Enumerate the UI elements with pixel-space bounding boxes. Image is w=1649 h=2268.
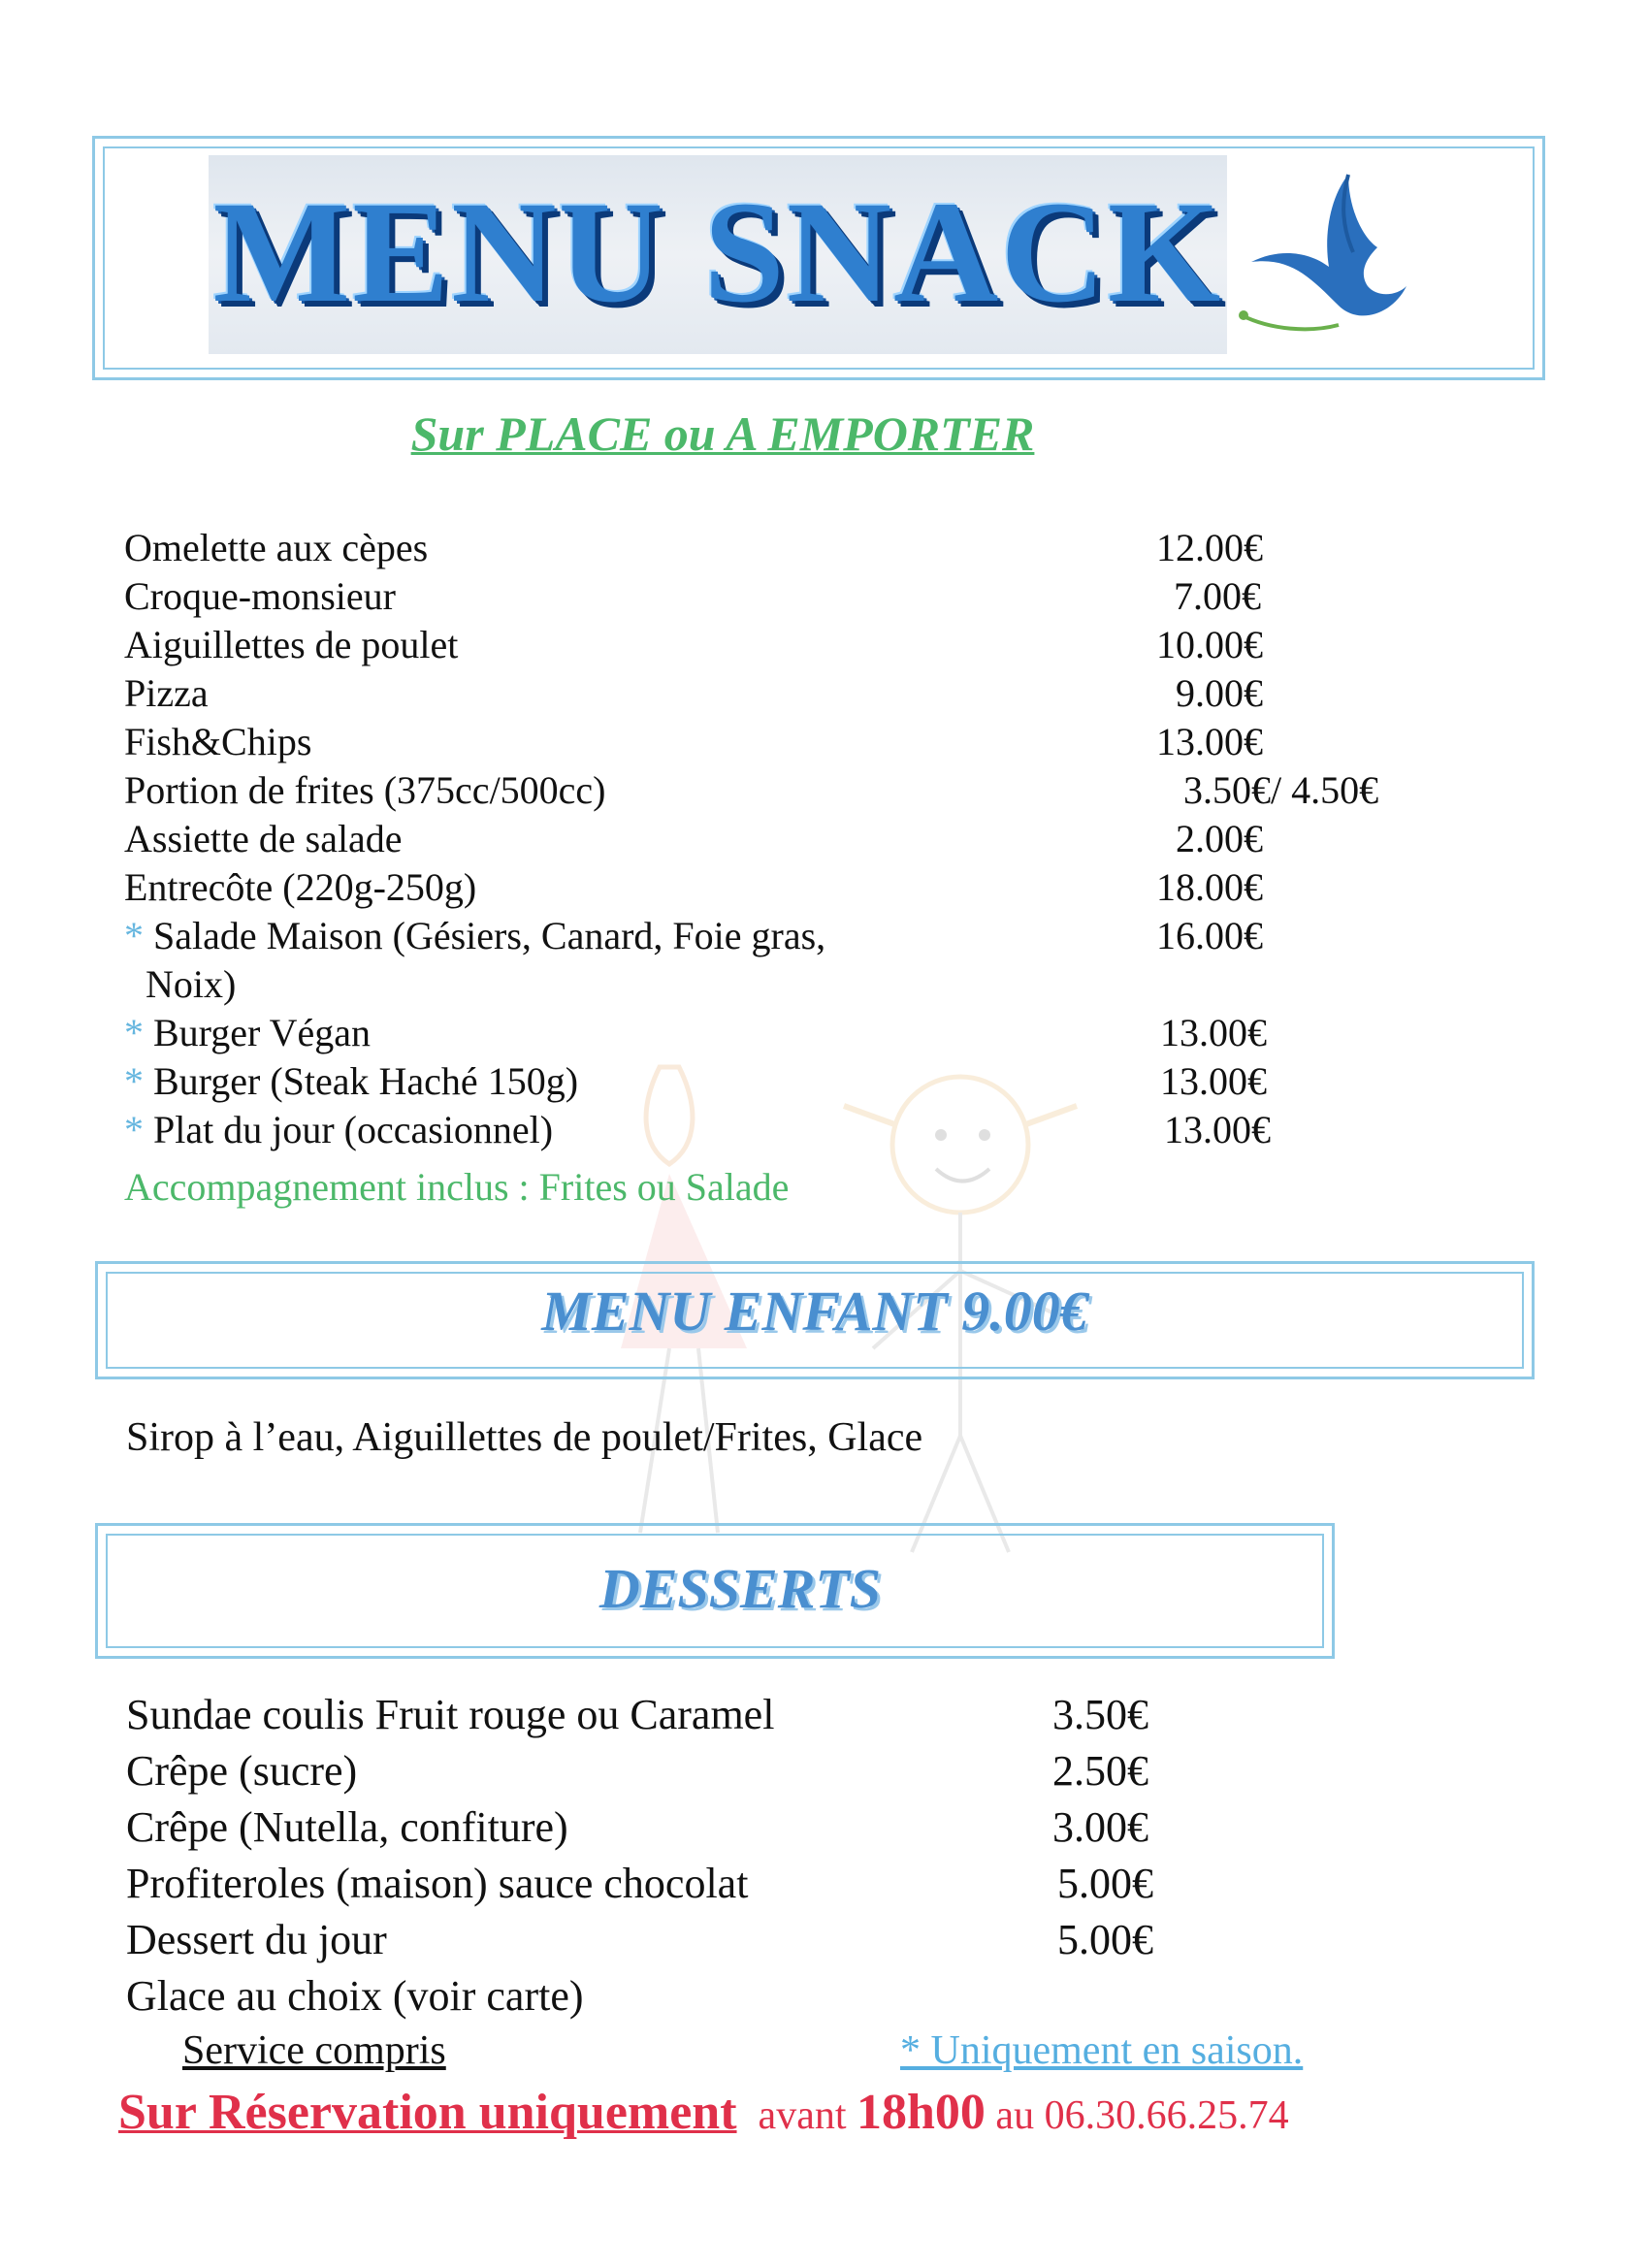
reservation-line xyxy=(118,2084,1289,2141)
page-title: MENU SNACK xyxy=(212,172,1223,333)
menu-item-label: Burger (Steak Haché 150g) xyxy=(144,1059,579,1103)
subtitle: Sur PLACE ou A EMPORTER xyxy=(410,406,1035,461)
season-star-icon: * xyxy=(124,1108,144,1151)
menu-item-price: 18.00€ xyxy=(1156,865,1263,909)
dessert-item-name: Glace au choix (voir carte) xyxy=(126,1972,584,2020)
menu-item-price: 2.00€ xyxy=(1176,817,1263,860)
menu-item-price: 13.00€ xyxy=(1160,1011,1267,1054)
menu-item-label: Assiette de salade xyxy=(124,817,403,860)
dessert-item-price: 2.50€ xyxy=(1052,1747,1148,1795)
dessert-item-price: 5.00€ xyxy=(1057,1916,1153,1963)
menu-item-label: Pizza xyxy=(124,671,209,715)
menu-item-name xyxy=(124,1057,578,1106)
menu-item-price: 3.50€/ 4.50€ xyxy=(1183,768,1379,812)
reservation-before: avant xyxy=(758,2093,847,2138)
dessert-item-name: Dessert du jour xyxy=(126,1916,387,1963)
service-note: Service compris xyxy=(182,2028,446,2073)
menu-item-name xyxy=(124,718,311,766)
accompaniment-note: Accompagnement inclus : Frites ou Salade xyxy=(124,1165,790,1209)
season-note: * Uniquement en saison. xyxy=(900,2028,1304,2073)
dessert-item-name: Crêpe (sucre) xyxy=(126,1747,358,1795)
menu-item-price: 16.00€ xyxy=(1156,914,1263,957)
bird-logo-icon xyxy=(1232,170,1426,335)
menu-item-name xyxy=(124,621,458,669)
dessert-item-name: Crêpe (Nutella, confiture) xyxy=(126,1803,568,1851)
menu-item-label: Omelette aux cèpes xyxy=(124,526,429,569)
menu-item-price: 12.00€ xyxy=(1156,526,1263,569)
menu-item-name xyxy=(124,1106,553,1154)
season-star-icon: * xyxy=(124,1059,144,1103)
menu-item-label: Burger Végan xyxy=(144,1011,372,1054)
menu-item-price: 13.00€ xyxy=(1164,1108,1271,1151)
menu-item-label: Plat du jour (occasionnel) xyxy=(144,1108,554,1151)
menu-item-name xyxy=(124,524,428,572)
dessert-item-price: 3.50€ xyxy=(1052,1691,1148,1738)
season-star-icon: * xyxy=(124,914,144,957)
menu-item-label: Aiguillettes de poulet xyxy=(124,623,459,666)
dessert-item-name: Sundae coulis Fruit rouge ou Caramel xyxy=(126,1691,775,1738)
menu-item-name xyxy=(124,669,209,718)
dessert-item-price: 3.00€ xyxy=(1052,1803,1148,1851)
menu-item-name xyxy=(124,912,825,960)
menu-item-price: 13.00€ xyxy=(1160,1059,1267,1103)
season-star-icon: * xyxy=(124,1011,144,1054)
kids-menu-title: MENU ENFANT 9.00€ xyxy=(541,1280,1088,1343)
menu-item-name xyxy=(124,1009,371,1057)
dessert-item-price: 5.00€ xyxy=(1057,1860,1153,1907)
menu-item-label: Croque-monsieur xyxy=(124,574,396,618)
desserts-title: DESSERTS xyxy=(598,1557,882,1620)
menu-item-price: 7.00€ xyxy=(1174,574,1261,618)
dessert-item-name: Profiteroles (maison) sauce chocolat xyxy=(126,1860,749,1907)
reservation-strong: Sur Réservation uniquement xyxy=(118,2085,737,2140)
menu-item-name xyxy=(124,863,476,912)
menu-item-label: Entrecôte (220g-250g) xyxy=(124,865,477,909)
menu-item-name xyxy=(124,572,396,621)
reservation-time: 18h00 xyxy=(857,2085,986,2140)
menu-item-price: 10.00€ xyxy=(1156,623,1263,666)
menu-item-label: Portion de frites (375cc/500cc) xyxy=(124,768,606,812)
reservation-phone: au 06.30.66.25.74 xyxy=(995,2093,1289,2138)
menu-item-label: Fish&Chips xyxy=(124,720,312,763)
menu-item-price: 9.00€ xyxy=(1176,671,1263,715)
menu-item-label: Salade Maison (Gésiers, Canard, Foie gras, xyxy=(144,914,826,957)
menu-item-name xyxy=(124,815,403,863)
menu-item-price: 13.00€ xyxy=(1156,720,1263,763)
menu-item-label-continued: Noix) xyxy=(146,962,237,1006)
menu-item-name xyxy=(124,766,606,815)
kids-menu-description: Sirop à l’eau, Aiguillettes de poulet/Frites, Glace xyxy=(126,1415,923,1460)
